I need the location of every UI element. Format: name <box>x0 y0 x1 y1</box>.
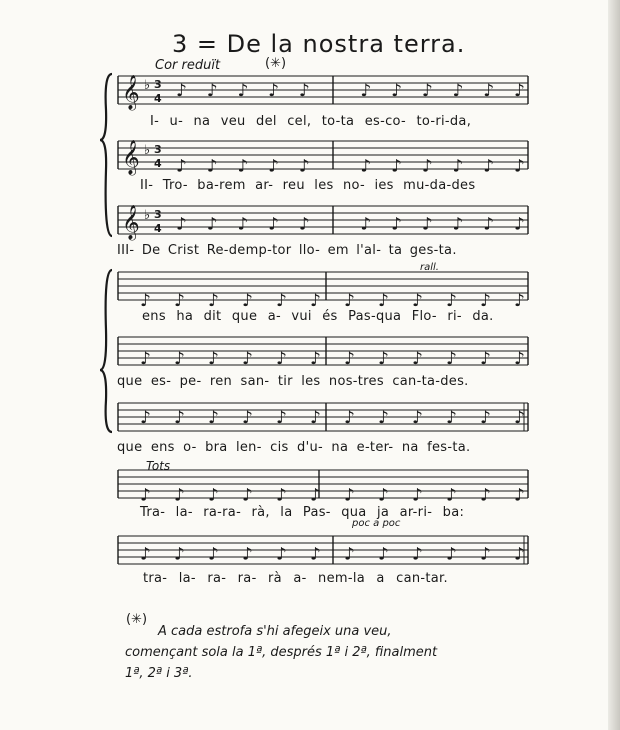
tempo-marking-cor-reduit: Cor reduït <box>155 58 221 73</box>
eighth-note-icon: ♪ <box>176 214 187 235</box>
eighth-note-icon: ♪ <box>480 544 491 565</box>
tots-marking: Tots <box>146 459 171 473</box>
eighth-note-icon: ♪ <box>344 544 355 565</box>
eighth-note-icon: ♪ <box>391 156 402 177</box>
system-brace <box>100 270 112 432</box>
lyric-line-5: que es- pe- ren san- tir les nos-tres can-ta-des. <box>117 374 469 389</box>
eighth-note-icon: ♪ <box>483 81 495 101</box>
poc-a-poc-marking: poc a poc <box>352 518 401 529</box>
eighth-note-icon: ♪ <box>140 349 151 369</box>
eighth-note-icon: ♪ <box>378 291 389 311</box>
eighth-note-icon: ♪ <box>276 408 287 428</box>
lyric-line-2: II- Tro- ba-rem ar- reu les no- ies mu-da-des <box>140 178 476 193</box>
eighth-note-icon: ♪ <box>208 408 219 428</box>
eighth-note-icon: ♪ <box>483 214 495 235</box>
eighth-note-icon: ♪ <box>242 291 253 311</box>
eighth-note-icon: ♪ <box>480 291 491 311</box>
eighth-note-icon: ♪ <box>360 156 372 177</box>
eighth-note-icon: ♪ <box>514 156 525 177</box>
eighth-note-icon: ♪ <box>140 291 151 311</box>
eighth-note-icon: ♪ <box>360 214 372 235</box>
lyric-line-6: que ens o- bra len- cis d'u- na e-ter- na fes-ta. <box>117 440 471 455</box>
eighth-note-icon: ♪ <box>514 544 525 565</box>
eighth-note-icon: ♪ <box>483 156 495 177</box>
eighth-note-icon: ♪ <box>206 214 218 235</box>
time-signature-top: 3 <box>154 78 162 91</box>
eighth-note-icon: ♪ <box>208 349 219 369</box>
lyric-line-3: III- De Crist Re-demp-tor llo- em l'al- ta ges-ta. <box>117 243 457 258</box>
footnote-line-2: començant sola la 1ª, després 1ª i 2ª, finalment <box>125 645 438 660</box>
eighth-note-icon: ♪ <box>412 349 423 369</box>
eighth-note-icon: ♪ <box>344 408 355 428</box>
eighth-note-icon: ♪ <box>412 408 423 428</box>
lyric-line-4: ens ha dit que a- vui és Pas-qua Flo- ri- da. <box>142 309 494 324</box>
eighth-note-icon: ♪ <box>174 485 185 506</box>
eighth-note-icon: ♪ <box>206 81 218 101</box>
eighth-note-icon: ♪ <box>176 156 187 177</box>
eighth-note-icon: ♪ <box>446 544 457 565</box>
eighth-note-icon: ♪ <box>237 81 249 101</box>
treble-clef-icon: 𝄞 <box>122 75 140 110</box>
eighth-note-icon: ♪ <box>421 81 433 101</box>
eighth-note-icon: ♪ <box>480 349 491 369</box>
eighth-note-icon: ♪ <box>276 291 287 311</box>
treble-clef-icon: 𝄞 <box>122 205 140 240</box>
eighth-note-icon: ♪ <box>480 485 491 506</box>
eighth-note-icon: ♪ <box>452 81 464 101</box>
eighth-note-icon: ♪ <box>310 485 321 506</box>
eighth-note-icon: ♪ <box>378 349 389 369</box>
eighth-note-icon: ♪ <box>276 544 287 565</box>
eighth-note-icon: ♪ <box>268 156 280 177</box>
eighth-note-icon: ♪ <box>140 485 151 506</box>
eighth-note-icon: ♪ <box>276 349 287 369</box>
eighth-note-icon: ♪ <box>412 291 423 311</box>
eighth-note-icon: ♪ <box>268 214 280 235</box>
eighth-note-icon: ♪ <box>140 408 151 428</box>
eighth-note-icon: ♪ <box>276 485 287 506</box>
eighth-note-icon: ♪ <box>514 214 525 235</box>
eighth-note-icon: ♪ <box>446 485 457 506</box>
eighth-note-icon: ♪ <box>298 156 310 177</box>
flat-sign-icon: ♭ <box>144 208 151 223</box>
eighth-note-icon: ♪ <box>378 544 389 565</box>
eighth-note-icon: ♪ <box>480 408 491 428</box>
asterisk-marking: (✳) <box>265 56 287 71</box>
eighth-note-icon: ♪ <box>237 156 249 177</box>
eighth-note-icon: ♪ <box>176 81 187 101</box>
eighth-note-icon: ♪ <box>514 408 525 428</box>
time-signature-bottom: 4 <box>154 157 162 170</box>
eighth-note-icon: ♪ <box>514 485 525 506</box>
eighth-note-icon: ♪ <box>208 291 219 311</box>
time-signature-top: 3 <box>154 143 162 156</box>
eighth-note-icon: ♪ <box>412 485 423 506</box>
eighth-note-icon: ♪ <box>310 349 321 369</box>
eighth-note-icon: ♪ <box>298 214 310 235</box>
eighth-note-icon: ♪ <box>421 214 433 235</box>
footnote-asterisk: (✳) <box>126 612 148 627</box>
eighth-note-icon: ♪ <box>391 81 402 101</box>
eighth-note-icon: ♪ <box>344 291 355 311</box>
eighth-note-icon: ♪ <box>242 349 253 369</box>
eighth-note-icon: ♪ <box>452 214 464 235</box>
eighth-note-icon: ♪ <box>242 408 253 428</box>
eighth-note-icon: ♪ <box>514 291 525 311</box>
time-signature-top: 3 <box>154 208 162 221</box>
treble-clef-icon: 𝄞 <box>122 140 140 175</box>
lyric-line-1: I- u- na veu del cel, to-ta es-co- to-ri-da, <box>150 114 472 129</box>
page-title: 3 = De la nostra terra. <box>172 30 466 58</box>
eighth-note-icon: ♪ <box>391 214 402 235</box>
eighth-note-icon: ♪ <box>446 408 457 428</box>
flat-sign-icon: ♭ <box>144 78 151 93</box>
eighth-note-icon: ♪ <box>174 291 185 311</box>
eighth-note-icon: ♪ <box>378 408 389 428</box>
eighth-note-icon: ♪ <box>242 485 253 506</box>
eighth-note-icon: ♪ <box>514 349 525 369</box>
lyric-line-8: tra- la- ra- ra- rà a- nem-la a can-tar. <box>143 571 448 586</box>
rall-marking: rall. <box>420 262 439 273</box>
eighth-note-icon: ♪ <box>206 156 218 177</box>
time-signature-bottom: 4 <box>154 92 162 105</box>
lyric-line-7: Tra- la- ra-ra- rà, la Pas- qua ja ar-ri- ba: <box>140 505 465 520</box>
eighth-note-icon: ♪ <box>378 485 389 506</box>
eighth-note-icon: ♪ <box>344 349 355 369</box>
footnote-line-1: A cada estrofa s'hi afegeix una veu, <box>158 624 392 639</box>
eighth-note-icon: ♪ <box>174 544 185 565</box>
flat-sign-icon: ♭ <box>144 143 151 158</box>
eighth-note-icon: ♪ <box>514 81 525 101</box>
eighth-note-icon: ♪ <box>446 291 457 311</box>
eighth-note-icon: ♪ <box>208 485 219 506</box>
eighth-note-icon: ♪ <box>446 349 457 369</box>
eighth-note-icon: ♪ <box>452 156 464 177</box>
eighth-note-icon: ♪ <box>412 544 423 565</box>
eighth-note-icon: ♪ <box>310 408 321 428</box>
eighth-note-icon: ♪ <box>310 544 321 565</box>
eighth-note-icon: ♪ <box>268 81 280 101</box>
system-brace <box>100 74 112 236</box>
eighth-note-icon: ♪ <box>208 544 219 565</box>
eighth-note-icon: ♪ <box>174 408 185 428</box>
eighth-note-icon: ♪ <box>174 349 185 369</box>
eighth-note-icon: ♪ <box>310 291 321 311</box>
eighth-note-icon: ♪ <box>360 81 372 101</box>
eighth-note-icon: ♪ <box>421 156 433 177</box>
eighth-note-icon: ♪ <box>344 485 355 506</box>
eighth-note-icon: ♪ <box>242 544 253 565</box>
eighth-note-icon: ♪ <box>298 81 310 101</box>
eighth-note-icon: ♪ <box>237 214 249 235</box>
footnote-line-3: 1ª, 2ª i 3ª. <box>125 666 193 681</box>
time-signature-bottom: 4 <box>154 222 162 235</box>
eighth-note-icon: ♪ <box>140 544 151 565</box>
